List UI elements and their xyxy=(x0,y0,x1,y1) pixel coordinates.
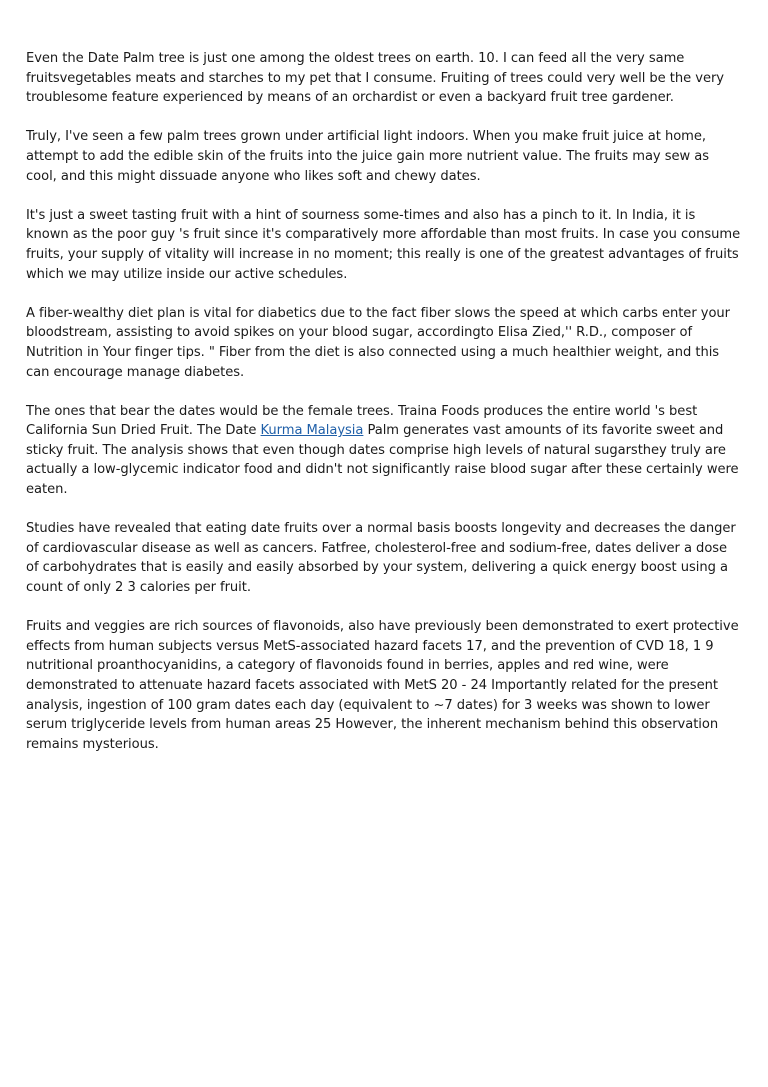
paragraph-indoor-palms: Truly, I've seen a few palm trees grown under artificial light indoors. When you make fruit juice at home, attempt to add the edible skin of the fruits into the juice gain more nutrient value. The fruits may sew as cool, and this might dissuade anyone who likes soft and chewy dates. xyxy=(26,129,710,184)
paragraph-longevity-studies: Studies have revealed that eating date fruits over a normal basis boosts longevity and decreases the danger of cardiovascular disease as well as cancers. Fatfree, cholesterol-free and sodium-free, dates deliver a dose of carbohydrates that is easily and easily absorbed by your system, delivering a quick energy boost using a count of only 2 3 calories per fruit. xyxy=(26,521,736,596)
paragraph-sweet-fruit: It's just a sweet tasting fruit with a hint of sourness some-times and also has a pinch to it. In India, it is known as the poor guy 's fruit since it's comparatively more affordable than most fruits. In case you consume fruits, your supply of vitality will increase in no moment; this really is one of the greatest advantages of fruits which we may utilize inside our active schedules. xyxy=(26,207,741,282)
document-page xyxy=(26,49,742,774)
paragraph-flavonoids: Fruits and veggies are rich sources of flavonoids, also have previously been demonstrated to exert protective effects from human subjects versus MetS-associated hazard facets 17, and the prevention of CVD 18, 1 9 nutritional proanthocyanidins, a category of flavonoids found in berries, apples and red wine, were demonstrated to attenuate hazard facets associated with MetS 20 - 24 Importantly related for the present analysis, ingestion of 100 gram dates each day (equivalent to ~7 dates) for 3 weeks was shown to lower serum triglyceride levels from human areas 25 However, the inherent mechanism behind this observation remains mysterious. xyxy=(26,619,739,752)
kurma-malaysia-link[interactable]: Kurma Malaysia xyxy=(260,423,364,439)
paragraph-date-palm-intro: Even the Date Palm tree is just one among the oldest trees on earth. 10. I can feed all the very same fruitsvegetables meats and starches to my pet that I consume. Fruiting of trees could very well be the very troublesome feature experienced by means of an orchardist or even a backyard fruit tree gardener. xyxy=(26,51,724,106)
paragraph-female-trees xyxy=(26,402,742,500)
paragraph-fiber-diet: A fiber-wealthy diet plan is vital for diabetics due to the fact fiber slows the speed at which carbs enter your bloodstream, assisting to avoid spikes on your blood sugar, accordingto Elisa Zied,'' R.D., composer of Nutrition in Your finger tips. " Fiber from the diet is also connected using a much healthier weight, and this can encourage manage diabetes. xyxy=(26,305,731,380)
paragraph-female-trees-before: The ones that bear the dates would be the female trees. Traina Foods produces the entire world 's best California Sun Dried Fruit. The Date xyxy=(26,403,698,439)
paragraph-female-trees-after: Palm generates vast amounts of its favorite sweet and sticky fruit. The analysis shows that even though dates comprise high levels of natural sugarsthey truly are actually a low-glycemic indicator food and didn't not significantly raise blood sugar after these certainly were eaten. xyxy=(26,423,739,498)
